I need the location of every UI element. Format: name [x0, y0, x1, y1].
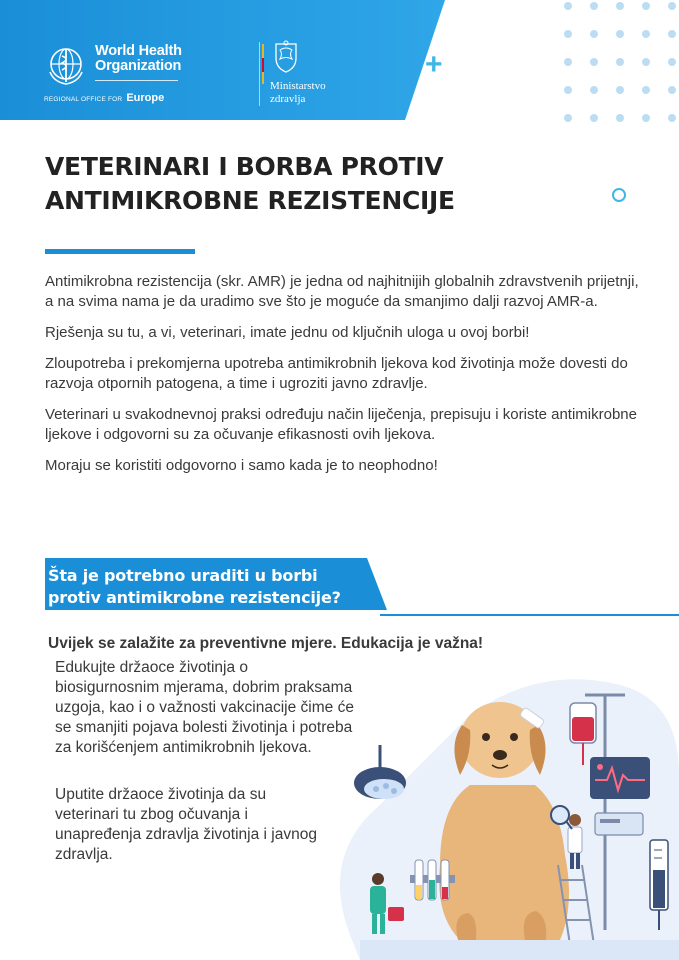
who-regional-office	[44, 92, 164, 104]
who-region: Europe	[126, 92, 165, 104]
education-paragraph: Edukujte držaoce životinja o biosigurnosnim mjerama, dobrim praksama uzgoja, kao i o važnosti vakcinacije čime će se smanjiti pojava bolesti životinja i potreba za korišćenjem antimikrobnih ljekova.	[55, 659, 354, 756]
circle-decoration-icon	[612, 188, 626, 202]
who-name-line1: World Health	[95, 43, 182, 59]
logo-separator	[259, 42, 260, 106]
ministry-name	[270, 80, 326, 106]
dot-pattern-decoration	[558, 0, 679, 130]
intro-paragraph: Rješenja su tu, a vi, veterinari, imate jednu od ključnih uloga u ovoj borbi!	[45, 324, 530, 341]
intro-paragraph: Moraju se koristiti odgovorno i samo kada je to neophodno!	[45, 457, 438, 474]
who-divider	[95, 80, 178, 81]
ministry-crest-icon	[271, 40, 301, 74]
plus-decoration-icon: +	[425, 48, 443, 81]
section-title	[48, 565, 341, 609]
who-name-line2: Organization	[95, 58, 182, 74]
section-underline	[380, 614, 679, 616]
who-emblem-icon	[44, 44, 88, 88]
ministry-line1: Ministarstvo	[270, 80, 326, 92]
section-title-line1: Šta je potrebno uraditi u borbi	[48, 566, 318, 585]
veterinary-dog-illustration-icon	[320, 655, 679, 960]
ministry-line2: zdravlja	[270, 93, 306, 105]
flag-stripe-red	[262, 58, 264, 72]
intro-paragraph: Zloupotreba i prekomjerna upotreba antimikrobnih ljekova kod životinja može dovesti do razvoja otpornih patogena, a time i ugroziti javno zdravlje.	[45, 355, 628, 392]
intro-text	[45, 272, 645, 487]
intro-paragraph: Antimikrobna rezistencija (skr. AMR) je jedna od najhitnijih globalnih zdravstvenih prijetnji, a na svima nama je da uradimo sve što je moguće da smanjimo dalji razvoj AMR-a.	[45, 273, 639, 310]
referral-paragraph: Uputite držaoce životinja da su veterinari tu zbog očuvanja i unapređenja zdravlja životinja i javnog zdravlja.	[55, 786, 317, 863]
intro-paragraph: Veterinari u svakodnevnoj praksi određuju način liječenja, prepisuju i koriste antimikrobne ljekove i odgovorni su za očuvanje efikasnosti ovih ljekova.	[45, 406, 637, 443]
section-title-line2: protiv antimikrobne rezistencije?	[48, 588, 341, 607]
who-name	[95, 44, 182, 74]
page-title	[45, 150, 605, 218]
page-title-line1: VETERINARI I BORBA PROTIV	[45, 152, 444, 181]
title-underline	[45, 249, 195, 254]
section-subheading: Uvijek se zalažite za preventivne mjere. Edukacija je važna!	[48, 635, 484, 652]
who-sub-label: REGIONAL OFFICE FOR	[44, 96, 123, 103]
page-title-line2: ANTIMIKROBNE REZISTENCIJE	[45, 186, 455, 215]
